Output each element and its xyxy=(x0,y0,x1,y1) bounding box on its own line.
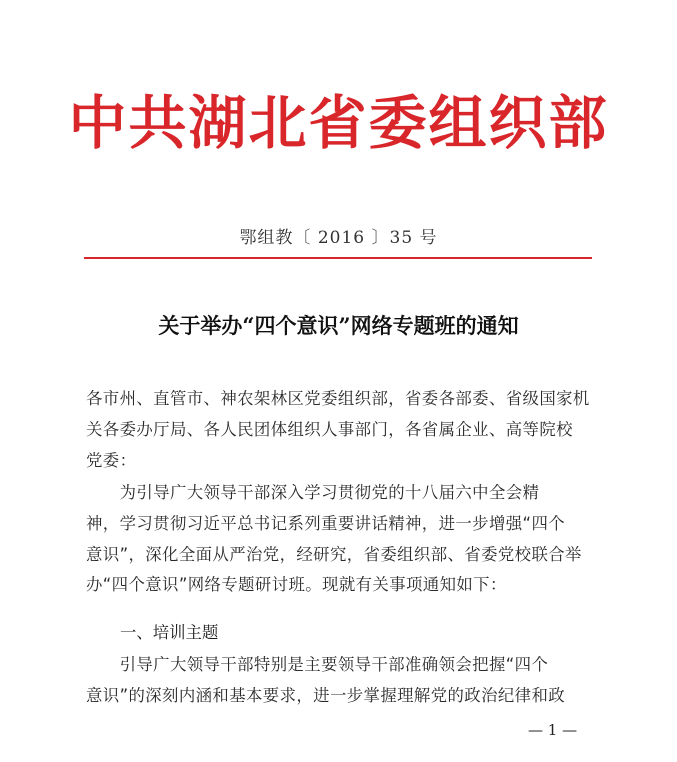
red-divider-line xyxy=(84,257,592,259)
salutation xyxy=(86,384,594,476)
paragraph-line: 为引导广大领导干部深入学习贯彻党的十八届六中全会精 xyxy=(86,483,540,502)
training-theme-paragraph xyxy=(86,650,594,712)
salutation-line: 党委： xyxy=(86,450,137,470)
paragraph-line: 意识”，深化全面从严治党，经研究，省委组织部、省委党校联合举 xyxy=(86,544,582,564)
paragraph-line: 办“四个意识”网络专题研讨班。现就有关事项通知如下： xyxy=(86,575,507,595)
section-heading-training-theme: 一、培训主题 xyxy=(120,623,219,642)
salutation-line: 关各委办厅局、各人民团体组织人事部门，各省属企业、高等院校 xyxy=(86,419,573,439)
paragraph-line: 引导广大领导干部特别是主要领导干部准确领会把握“四个 xyxy=(86,655,549,674)
salutation-line: 各市州、直管市、神农架林区党委组织部，省委各部委、省级国家机 xyxy=(86,389,590,408)
paragraph-line: 神，学习贯彻习近平总书记系列重要讲话精神，进一步增强“四个 xyxy=(86,513,566,533)
page-number: — 1 — xyxy=(528,721,578,739)
document-title: 关于举办“四个意识”网络专题班的通知 xyxy=(158,313,519,338)
organization-header: 中共湖北省委组织部 xyxy=(68,89,609,157)
intro-paragraph xyxy=(86,478,594,601)
paragraph-line: 意识”的深刻内涵和基本要求，进一步掌握理解党的政治纪律和政 xyxy=(86,685,566,705)
document-number: 鄂组教〔 2016 〕35 号 xyxy=(239,228,438,248)
